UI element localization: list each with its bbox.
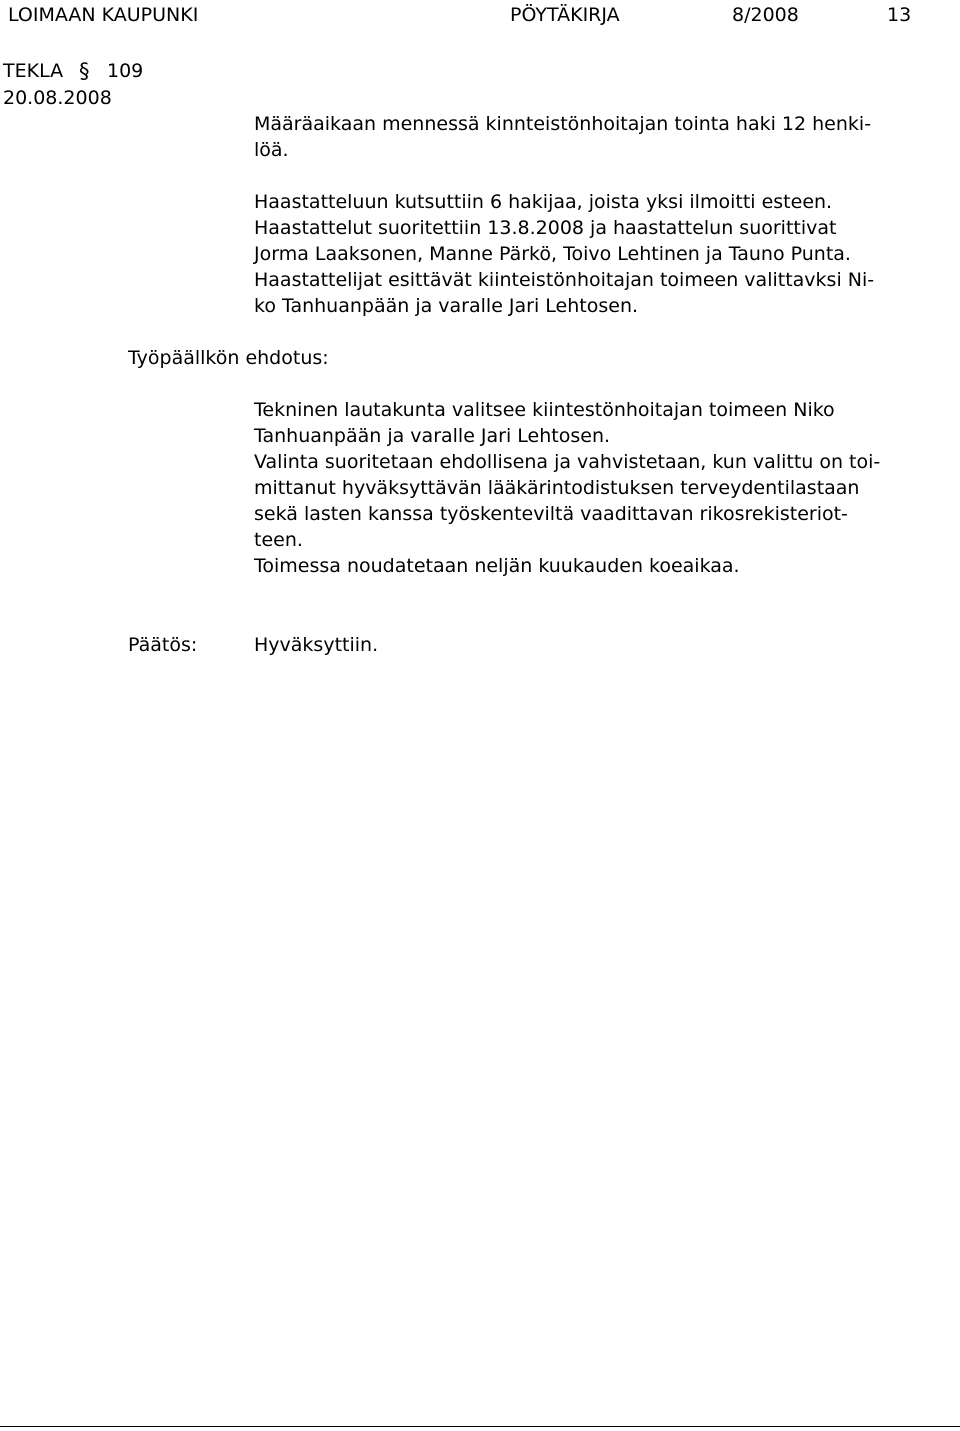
page-number: 13 (887, 4, 912, 26)
paragraph-line: Jorma Laaksonen, Manne Pärkö, Toivo Lehtinen ja Tauno Punta. (254, 243, 851, 265)
paragraph-line: Haastattelijat esittävät kiinteistönhoitajan toimeen valittavksi Ni- (254, 269, 875, 291)
proposal-line: Tekninen lautakunta valitsee kiintestönhoitajan toimeen Niko (254, 399, 835, 421)
proposal-line: mittanut hyväksyttävän lääkärintodistuksen terveydentilastaan (254, 477, 860, 499)
document-type: PÖYTÄKIRJA (510, 4, 620, 26)
section-number: 109 (107, 60, 144, 82)
section-prefix: TEKLA (3, 60, 64, 82)
proposal-line: sekä lasten kanssa työskenteviltä vaadittavan rikosrekisteriot- (254, 503, 848, 525)
footer-divider (0, 1426, 960, 1427)
paragraph-line: Määräaikaan mennessä kinnteistönhoitajan tointa haki 12 henki- (254, 113, 872, 135)
section-mark: § (79, 59, 90, 83)
paragraph-line: Haastattelut suoritettiin 13.8.2008 ja haastattelun suorittivat (254, 217, 837, 239)
proposal-line: teen. (254, 529, 303, 551)
paragraph-line: ko Tanhuanpään ja varalle Jari Lehtosen. (254, 295, 639, 317)
meeting-date: 20.08.2008 (3, 87, 112, 109)
paragraph-line: löä. (254, 139, 289, 161)
proposal-text (254, 397, 954, 579)
background-paragraph-2 (254, 189, 954, 319)
paragraph-line: Haastatteluun kutsuttiin 6 hakijaa, joista yksi ilmoitti esteen. (254, 191, 833, 213)
organization-name: LOIMAAN KAUPUNKI (8, 4, 199, 26)
document-number: 8/2008 (732, 4, 799, 26)
decision-text: Hyväksyttiin. (254, 634, 379, 656)
proposal-line: Tanhuanpään ja varalle Jari Lehtosen. (254, 425, 611, 447)
proposal-line: Valinta suoritetaan ehdollisena ja vahvistetaan, kun valittu on toi- (254, 451, 881, 473)
background-paragraph-1 (254, 111, 954, 163)
proposal-line: Toimessa noudatetaan neljän kuukauden koeaikaa. (254, 555, 740, 577)
proposal-label: Työpäällkön ehdotus: (128, 347, 329, 369)
page-header (0, 2, 960, 30)
decision-label: Päätös: (128, 634, 198, 656)
